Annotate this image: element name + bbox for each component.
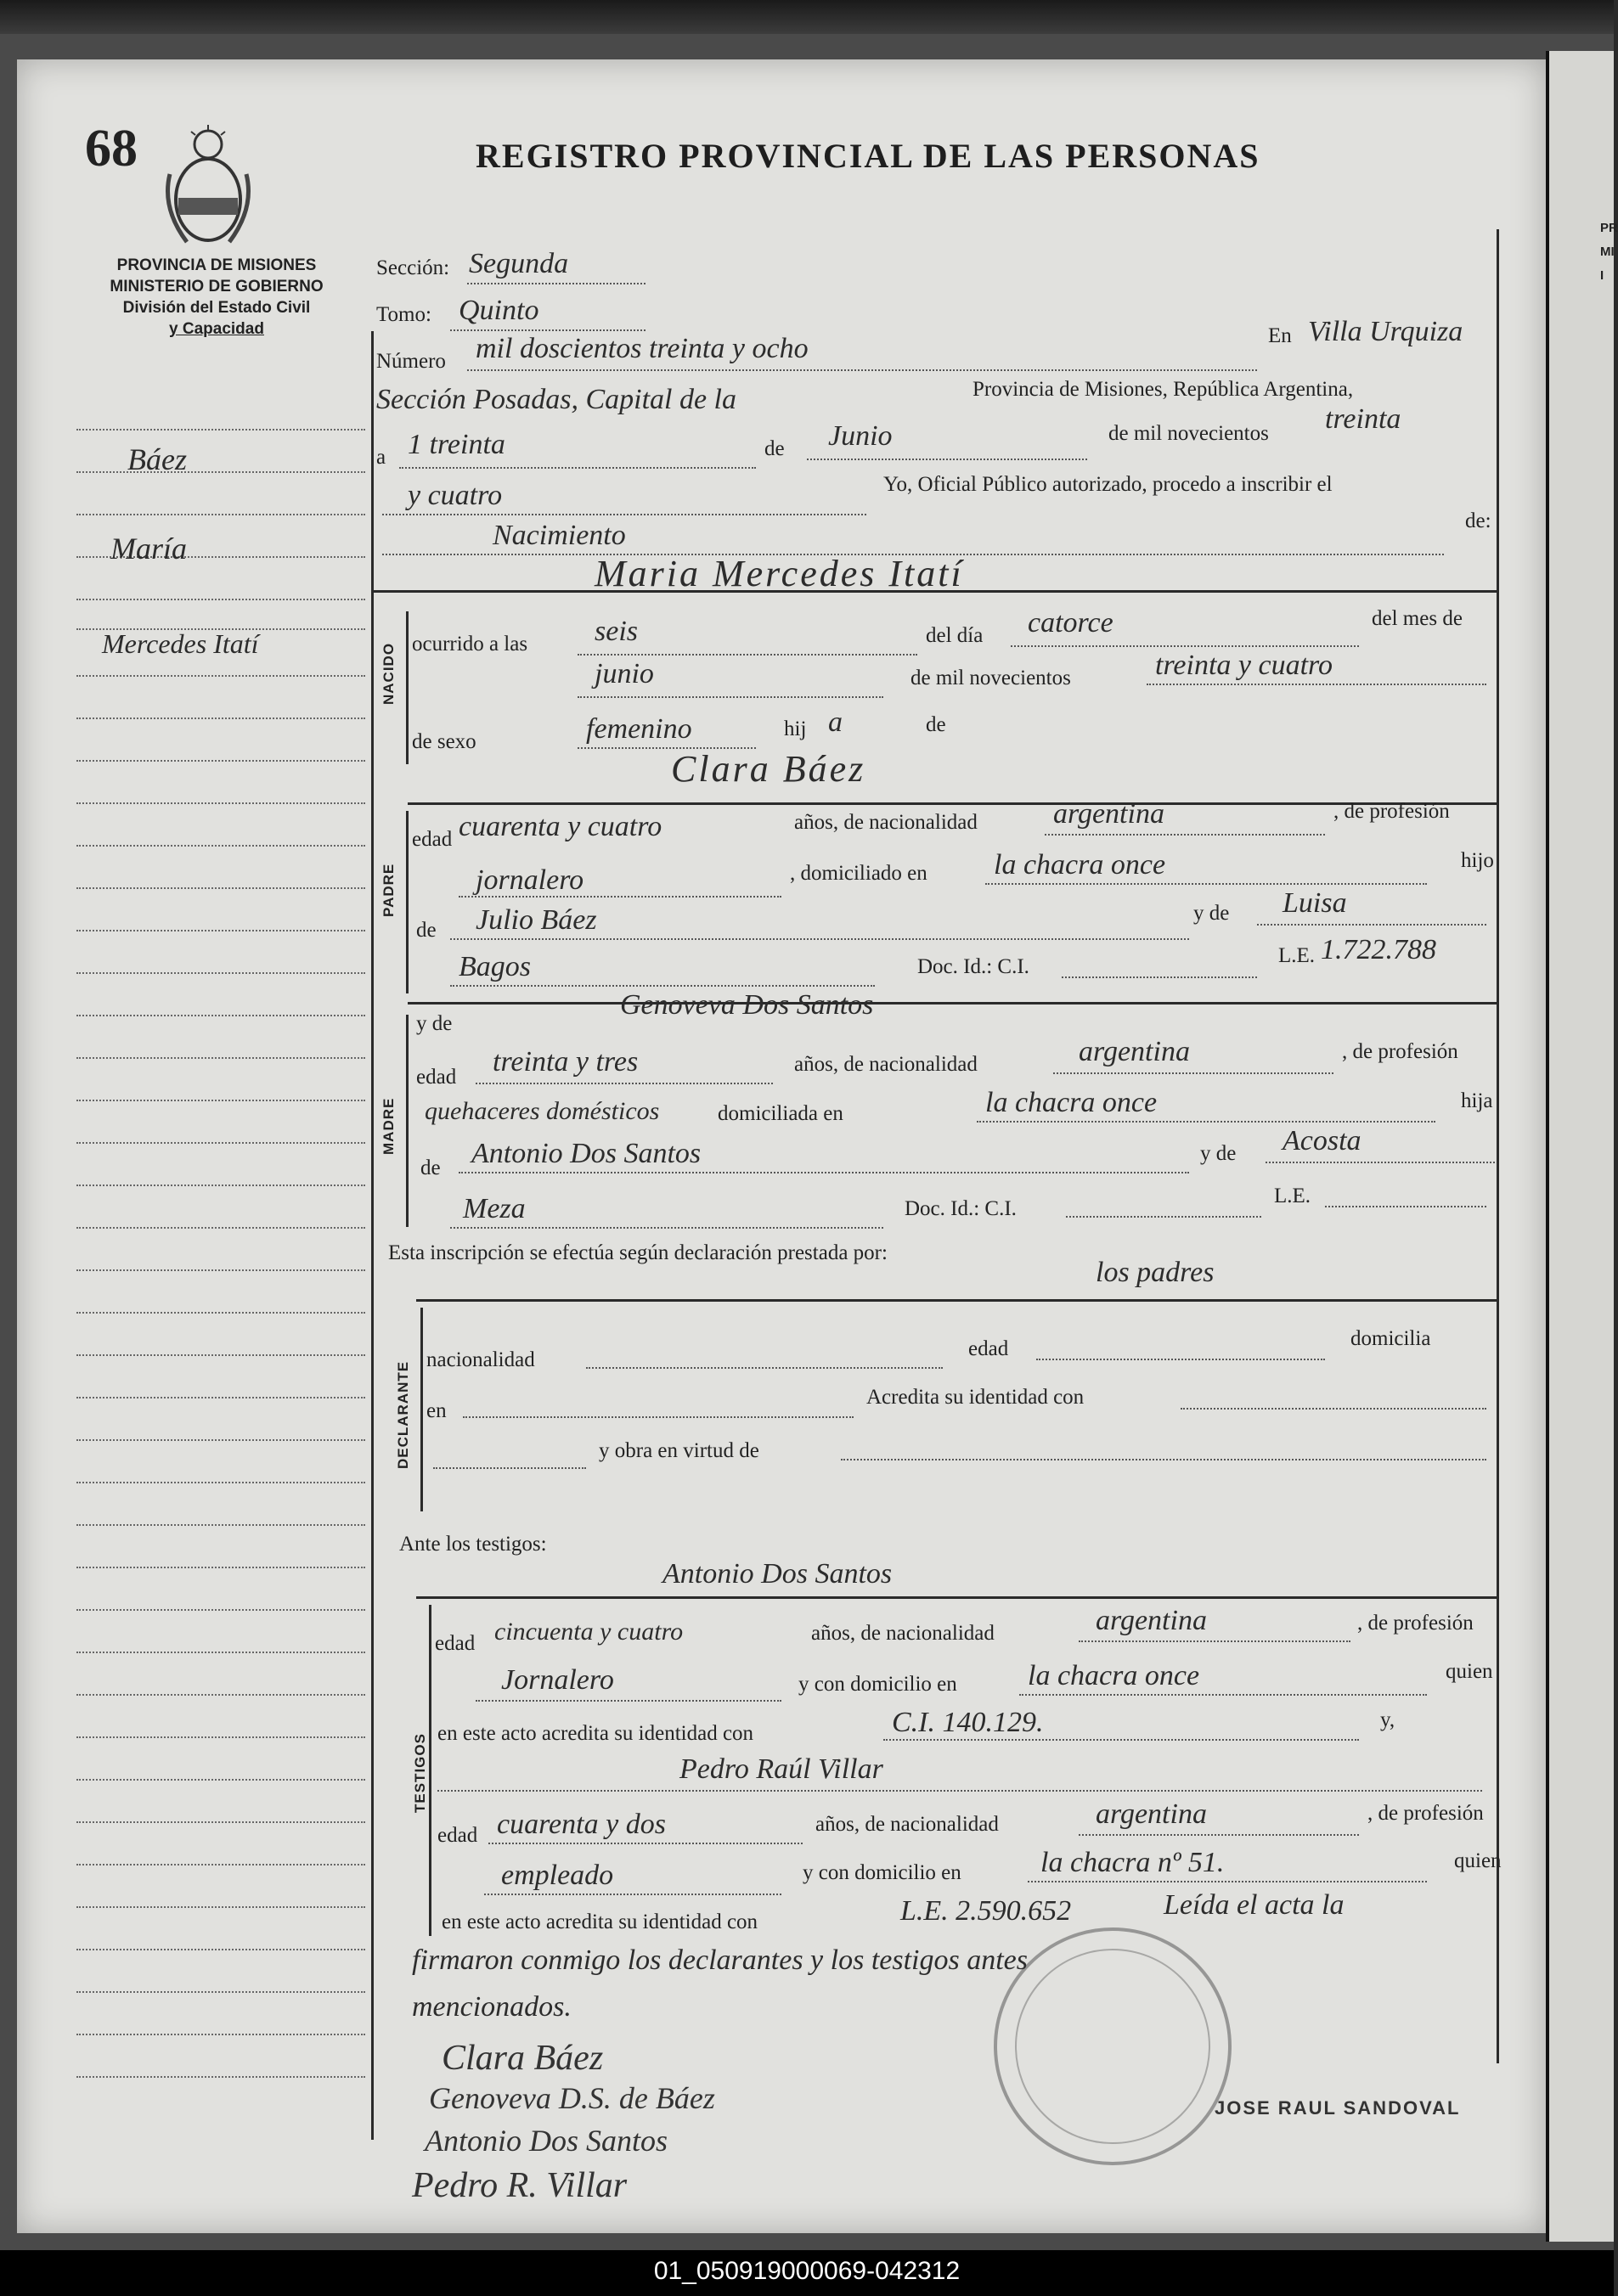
de-label: de (764, 437, 785, 460)
father-age-label: edad (412, 828, 453, 851)
witnesses-intro: Ante los testigos: (399, 1533, 547, 1556)
dotted-line (484, 1894, 781, 1895)
margin-rule (76, 429, 365, 430)
dotted-line (382, 514, 866, 515)
margin-rule (76, 1482, 365, 1483)
w1-id-value: C.I. 140.129. (892, 1707, 1044, 1738)
margin-rule (76, 1439, 365, 1441)
mother-age-label: edad (416, 1066, 457, 1089)
a-label: a (376, 446, 386, 469)
dotted-line (883, 1739, 1359, 1741)
section-bracket (429, 1605, 431, 1936)
margin-rule (76, 760, 365, 762)
birth-year-label: de mil novecientos (910, 667, 1071, 689)
father-doc-label: Doc. Id.: C.I. (917, 955, 1029, 978)
decl-edad-label: edad (968, 1337, 1009, 1360)
w2-prof-value: empleado (501, 1860, 614, 1891)
mother-doc-label: Doc. Id.: C.I. (905, 1197, 1017, 1220)
father-dom-value: la chacra once (994, 849, 1166, 881)
w2-quien-label: quien (1454, 1849, 1502, 1872)
margin-rule (76, 802, 365, 804)
signature-witness1: Antonio Dos Santos (425, 2124, 668, 2158)
dotted-line (1079, 1640, 1350, 1642)
dotted-line (586, 1367, 943, 1369)
officer-text: Yo, Oficial Público autorizado, procedo a inscribir el (883, 473, 1333, 496)
father-le-value: 1.722.788 (1321, 934, 1436, 965)
margin-rule (76, 471, 365, 473)
section-rule (416, 1596, 1497, 1599)
margin-rule (76, 1227, 365, 1229)
father-prof-label: , de profesión (1333, 800, 1450, 823)
margin-rule (76, 718, 365, 719)
birth-year-value: treinta y cuatro (1155, 650, 1333, 681)
margin-first-name: María (110, 532, 187, 566)
mother-dom-label: domiciliada en (718, 1102, 843, 1125)
father-father-value: Julio Báez (476, 904, 597, 936)
mother-yde-label: y de (416, 1012, 453, 1035)
father-dom-label: , domiciliado en (790, 862, 927, 885)
hij-value: a (828, 706, 843, 738)
section-rule (408, 1002, 1497, 1004)
margin-rule (76, 2034, 365, 2035)
w1-nat-label: años, de nacionalidad (811, 1622, 995, 1645)
margin-rule (76, 1779, 365, 1781)
month-value: Junio (828, 420, 893, 452)
dotted-line (459, 896, 781, 898)
margin-rule (76, 1864, 365, 1866)
dotted-line (578, 654, 917, 656)
next-page-fragment: MI (1600, 245, 1615, 259)
declarant-value: los padres (1096, 1257, 1215, 1288)
margin-rule (76, 675, 365, 677)
margin-rule (76, 1397, 365, 1398)
w1-dom-label: y con domicilio en (798, 1673, 957, 1696)
decl-obra-label: y obra en virtud de (599, 1439, 759, 1462)
father-parent-de-label: de (416, 919, 437, 942)
dotted-line (450, 985, 875, 987)
day-label: del día (926, 624, 984, 647)
dotted-line (1011, 645, 1359, 647)
dotted-line (1066, 1216, 1261, 1218)
year-value-a: treinta (1325, 403, 1401, 435)
newborn-full-name: Maria Mercedes Itatí (595, 553, 964, 594)
hour-value: seis (595, 616, 638, 647)
binder-edge (0, 0, 1614, 34)
mother-prof-label: , de profesión (1342, 1040, 1458, 1063)
mother-yde2-label: y de (1200, 1142, 1237, 1165)
next-page-fragment: I (1600, 268, 1604, 283)
madre-tag: MADRE (381, 1097, 397, 1155)
w1-prof-value: Jornalero (501, 1664, 614, 1696)
dotted-line (1079, 1834, 1359, 1836)
margin-rule (76, 887, 365, 889)
w2-edad-label: edad (437, 1824, 478, 1847)
dotted-line (1266, 1162, 1495, 1163)
w2-nat-label: años, de nacionalidad (815, 1813, 999, 1836)
tomo-value: Quinto (459, 295, 539, 326)
hij-label: hij (784, 718, 807, 740)
margin-rule (76, 1991, 365, 1993)
decl-dom-label: domicilia (1350, 1327, 1431, 1350)
section-bracket (406, 811, 409, 993)
margin-surname: Báez (127, 442, 187, 476)
capacity-label: y Capacidad (169, 320, 264, 338)
dotted-line (1036, 1359, 1325, 1360)
seccion-label: Sección: (376, 256, 450, 279)
dotted-line (476, 1083, 773, 1084)
father-age-value: cuarenta y cuatro (459, 811, 662, 842)
mother-father-value: Antonio Dos Santos (471, 1138, 702, 1169)
margin-rule (76, 514, 365, 515)
division-label: División del Estado Civil (122, 299, 311, 317)
act-value: Nacimiento (493, 520, 626, 551)
en-label: En (1268, 324, 1292, 347)
dotted-line (841, 1459, 1486, 1460)
dotted-line (578, 696, 883, 698)
w2-acred-label: en este acto acredita su identidad con (442, 1911, 758, 1933)
officer-name: JOSE RAUL SANDOVAL (1215, 2097, 1461, 2119)
province-label: PROVINCIA DE MISIONES (116, 256, 317, 274)
margin-rule (76, 1694, 365, 1696)
dotted-line (450, 1227, 883, 1229)
closing-text-a: Leída el acta la (1164, 1889, 1345, 1921)
margin-rule (76, 845, 365, 847)
dotted-line (488, 1843, 803, 1844)
margin-rule (76, 1906, 365, 1908)
w1-prof-label: , de profesión (1357, 1612, 1474, 1635)
dotted-line (433, 1467, 586, 1469)
sex-value: femenino (586, 713, 692, 745)
dotted-line (450, 938, 1189, 940)
w1-edad-label: edad (435, 1632, 476, 1655)
closing-text-c: mencionados. (412, 1991, 572, 2023)
right-border (1497, 229, 1499, 2063)
w1-edad-value: cincuenta y cuatro (494, 1618, 684, 1646)
witness2-name: Pedro Raúl Villar (679, 1753, 883, 1785)
margin-rule (76, 1142, 365, 1144)
father-prof-value: jornalero (476, 864, 584, 896)
margin-rule (76, 1185, 365, 1186)
margin-divider (371, 331, 374, 2140)
place-value: Sección Posadas, Capital de la (376, 384, 737, 415)
father-nat-label: años, de nacionalidad (794, 811, 978, 834)
dotted-line (1257, 924, 1486, 926)
mother-le-label: L.E. (1274, 1185, 1311, 1207)
tomo-label: Tomo: (376, 303, 431, 326)
margin-rule (76, 1057, 365, 1059)
mother-prof-value: quehaceres domésticos (425, 1097, 660, 1125)
margin-rule (76, 972, 365, 974)
en-value: Villa Urquiza (1308, 316, 1463, 347)
official-stamp-inner-ring (1015, 1949, 1210, 2144)
dotted-line (1062, 976, 1257, 978)
dotted-line (459, 1172, 1189, 1173)
mother-nat-label: años, de nacionalidad (794, 1053, 978, 1076)
margin-rule (76, 1100, 365, 1101)
margin-rule (76, 1567, 365, 1568)
dotted-line (437, 1790, 1482, 1792)
section-rule (416, 1299, 1497, 1302)
issuing-authority (76, 255, 357, 340)
dotted-line (467, 369, 1257, 371)
w2-prof-label: , de profesión (1367, 1802, 1484, 1825)
month-label: del mes de (1372, 607, 1463, 630)
scan-identifier: 01_050919000069-042312 (653, 2257, 961, 2285)
dotted-line (399, 467, 756, 469)
day-value: 1 treinta (408, 429, 505, 460)
month-value-birth: junio (595, 658, 654, 689)
w1-acred-label: en este acto acredita su identidad con (437, 1722, 754, 1745)
margin-rule (76, 1015, 365, 1016)
father-nat-value: argentina (1053, 798, 1164, 830)
margin-rule (76, 1312, 365, 1314)
year-prefix: de mil novecientos (1108, 422, 1269, 445)
margin-rule (76, 599, 365, 600)
padre-tag: PADRE (381, 863, 397, 917)
w1-nat-value: argentina (1096, 1605, 1207, 1636)
signature-mother: Clara Báez (442, 2039, 604, 2078)
margin-rule (76, 1949, 365, 1950)
witness1-name: Antonio Dos Santos (662, 1558, 893, 1590)
de-colon-label: de: (1465, 509, 1491, 532)
father-mother-surname: Bagos (459, 951, 531, 982)
w2-id-value: L.E. 2.590.652 (900, 1895, 1072, 1927)
father-mother-value: Luisa (1283, 887, 1347, 919)
signature-witness2: Pedro R. Villar (412, 2166, 628, 2205)
signature-genoveva: Genoveva D.S. de Báez (429, 2081, 715, 2115)
mother-mother-value: Acosta (1283, 1125, 1361, 1156)
parent-de-label: de (926, 713, 946, 736)
closing-text-b: firmaron conmigo los declarantes y los testigos antes (412, 1944, 1028, 1976)
dotted-line (1019, 1694, 1427, 1696)
dotted-line (985, 883, 1427, 885)
margin-rule (76, 1652, 365, 1653)
sex-label: de sexo (412, 730, 476, 753)
dotted-line (1028, 1881, 1427, 1882)
margin-rule (76, 1269, 365, 1271)
testigos-tag: TESTIGOS (412, 1733, 428, 1813)
mother-dom-value: la chacra once (985, 1087, 1158, 1118)
w1-quien-label: quien (1446, 1660, 1493, 1683)
folio-number: 68 (85, 120, 138, 177)
father-yde-label: y de (1193, 902, 1230, 925)
seccion-value: Segunda (469, 248, 569, 279)
parent-value: Clara Báez (671, 748, 866, 790)
province-text: Provincia de Misiones, República Argentina, (972, 378, 1354, 401)
margin-rule (76, 1821, 365, 1823)
margin-middle-names: Mercedes Itatí (102, 628, 259, 659)
day-value-birth: catorce (1028, 607, 1113, 639)
nacido-tag: NACIDO (381, 642, 397, 705)
decl-en-label: en (426, 1399, 447, 1422)
dotted-line (1053, 1072, 1333, 1074)
section-bracket (406, 1015, 409, 1227)
dotted-line (467, 283, 646, 284)
mother-name-value: Genoveva Dos Santos (620, 989, 874, 1021)
mother-nat-value: argentina (1079, 1036, 1190, 1067)
declarante-tag: DECLARANTE (395, 1360, 411, 1469)
margin-rule (76, 1524, 365, 1526)
margin-rule (76, 1736, 365, 1738)
father-hijo-label: hijo (1461, 849, 1494, 872)
decl-nat-label: nacionalidad (426, 1348, 535, 1371)
margin-rule (76, 2076, 365, 2078)
mother-age-value: treinta y tres (493, 1046, 639, 1078)
dotted-line (476, 1700, 781, 1702)
document-title: REGISTRO PROVINCIAL DE LAS PERSONAS (476, 137, 1260, 175)
father-le-label: L.E. (1278, 944, 1316, 967)
margin-rule (76, 930, 365, 931)
year-value-b: y cuatro (408, 480, 503, 511)
next-page-edge (1546, 51, 1618, 2242)
mother-parent-de-label: de (420, 1156, 441, 1179)
numero-value: mil doscientos treinta y ocho (476, 333, 809, 364)
ministry-label: MINISTERIO DE GOBIERNO (110, 278, 324, 295)
national-coat-of-arms-icon (161, 123, 255, 250)
w2-nat-value: argentina (1096, 1798, 1207, 1830)
declaration-intro: Esta inscripción se efectúa según declaración prestada por: (388, 1241, 888, 1264)
margin-rule (76, 1354, 365, 1356)
mother-hija-label: hija (1461, 1089, 1493, 1112)
margin-rule (76, 1609, 365, 1611)
dotted-line (807, 459, 1087, 460)
decl-acred-label: Acredita su identidad con (866, 1386, 1085, 1409)
dotted-line (1325, 1206, 1486, 1207)
dotted-line (1045, 834, 1325, 836)
section-bracket (420, 1308, 423, 1511)
w2-dom-label: y con domicilio en (803, 1861, 961, 1884)
w2-dom-value: la chacra nº 51. (1040, 1847, 1225, 1878)
next-page-fragment: PR (1600, 221, 1618, 235)
w1-dom-value: la chacra once (1028, 1660, 1200, 1691)
mother-mother-surname: Meza (463, 1193, 526, 1224)
dotted-line (450, 329, 646, 331)
dotted-line (463, 1416, 854, 1418)
section-bracket (406, 611, 409, 764)
w1-y-label: y, (1380, 1708, 1395, 1731)
dotted-line (977, 1121, 1435, 1123)
dotted-line (1147, 684, 1486, 685)
dotted-line (1181, 1408, 1486, 1410)
hour-label: ocurrido a las (412, 633, 528, 656)
numero-label: Número (376, 350, 446, 373)
w2-edad-value: cuarenta y dos (497, 1809, 666, 1840)
